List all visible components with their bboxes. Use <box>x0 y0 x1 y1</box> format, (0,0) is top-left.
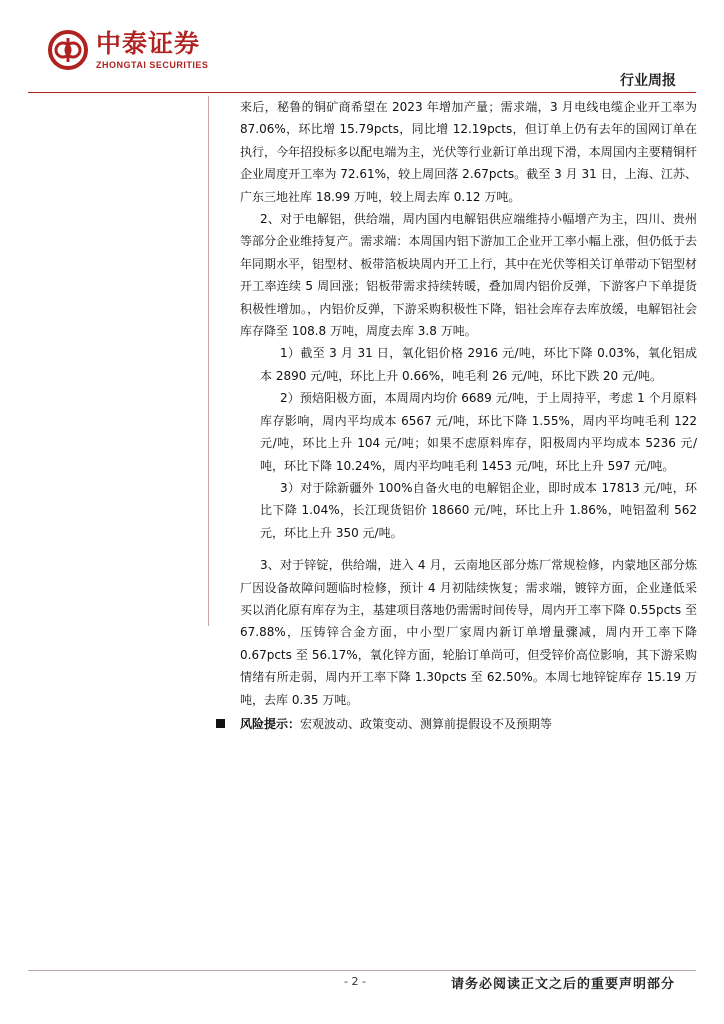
zinc-paragraph: 3、对于锌锭，供给端，进入 4 月，云南地区部分炼厂常规检修，内蒙地区部分炼厂因设备故障问题临时检修，预计 4 月初陆续恢复；需求端，镀锌方面，企业逢低采买以消化原有库存为主，基建项目落地仍需需时间传导，周内开工率下降 0.55pcts 至 67.88%，压铸锌合金方面，中小型厂家周内新订单增量骤减，周内开工率下降 0.67pcts 至 56.17%，氧化锌方面，轮胎订单尚可，但受锌价高位影响，其下游采购情绪有所走弱，周内开工率下降 1.30pcts 至 62.50%。本周七地锌锭库存 15.19 万吨，去库 0.35 万吨。 <box>240 558 697 707</box>
report-type-title: 行业周报 <box>620 73 676 89</box>
disclaimer-note: 请务必阅读正文之后的重要声明部分 <box>450 977 675 992</box>
risk-warning-text: 宏观波动、政策变动、测算前提假设不及预期等 <box>300 716 553 731</box>
page-number: - 2 - <box>344 975 366 988</box>
report-body <box>208 96 697 731</box>
copper-paragraph: 来后，秘鲁的铜矿商希望在 2023 年增加产量；需求端，3 月电线电缆企业开工率为 87.06%，环比增 15.79pcts，同比增 12.19pcts，但订单上仍有去年的国网订单在执行，今年招投标多以配电端为主，光伏等行业新订单出现下滑，本周国内主要精铜杆企业周度开工率为 72.61%，较上周回落 2.67pcts。截至 3 月 31 日，上海、江苏、广东三地社库 18.99 万吨，较上周去库 0.12 万吨。 <box>240 100 697 204</box>
alumina-subitem: 1）截至 3 月 31 日，氧化铝价格 2916 元/吨，环比下降 0.03%，氧化铝成本 2890 元/吨，环比上升 0.66%，吨毛利 26 元/吨，环比下跌 20 元/吨。 <box>260 346 697 383</box>
footer-divider <box>28 970 696 971</box>
anode-subitem: 2）预焙阳极方面，本周周内均价 6689 元/吨，于上周持平，考虑 1 个月原料库存影响，周内平均成本 6567 元/吨，环比下降 1.55%，周内平均吨毛利 122 元/吨，环比上升 104 元/吨；如果不虑原料库存，阳极周内平均成本 5236 元/吨，环比下降 10.24%，周内平均吨毛利 1453 元/吨，环比上升 597 元/吨。 <box>260 391 697 473</box>
logo-chinese-name: 中泰证券 <box>96 29 201 58</box>
zhongtai-logo-icon <box>48 30 88 70</box>
logo-english-name: ZHONGTAI SECURITIES <box>96 60 209 70</box>
aluminum-profit-subitem: 3）对于除新疆外 100%自备火电的电解铝企业，即时成本 17813 元/吨，环比下降 1.04%，长江现货铝价 18660 元/吨，环比上升 1.86%，吨铝盈利 562 元，环比上升 350 元/吨。 <box>260 480 697 540</box>
bullet-square-icon <box>216 719 225 728</box>
risk-warning <box>240 713 697 735</box>
page-header <box>0 0 724 100</box>
header-divider <box>28 92 696 93</box>
paragraph-gap <box>240 544 697 554</box>
aluminum-paragraph: 2、对于电解铝，供给端，周内国内电解铝供应端维持小幅增产为主，四川、贵州等部分企业维持复产。需求端：本周国内铝下游加工企业开工率小幅上涨，但仍低于去年同期水平，铝型材、板带箔板块周内开工上行，其中在光伏等相关订单带动下铝型材开工率连续 5 周回涨；铝板带需求持续转暖，叠加周内铝价反弹，下游客户下单提货积极性增加。，内铝价反弹，下游采购积极性下降，铝社会库存去库放缓，电解铝社会库存降至 108.8 万吨，周度去库 3.8 万吨。 <box>240 212 697 339</box>
risk-warning-label: 风险提示： <box>240 716 301 731</box>
